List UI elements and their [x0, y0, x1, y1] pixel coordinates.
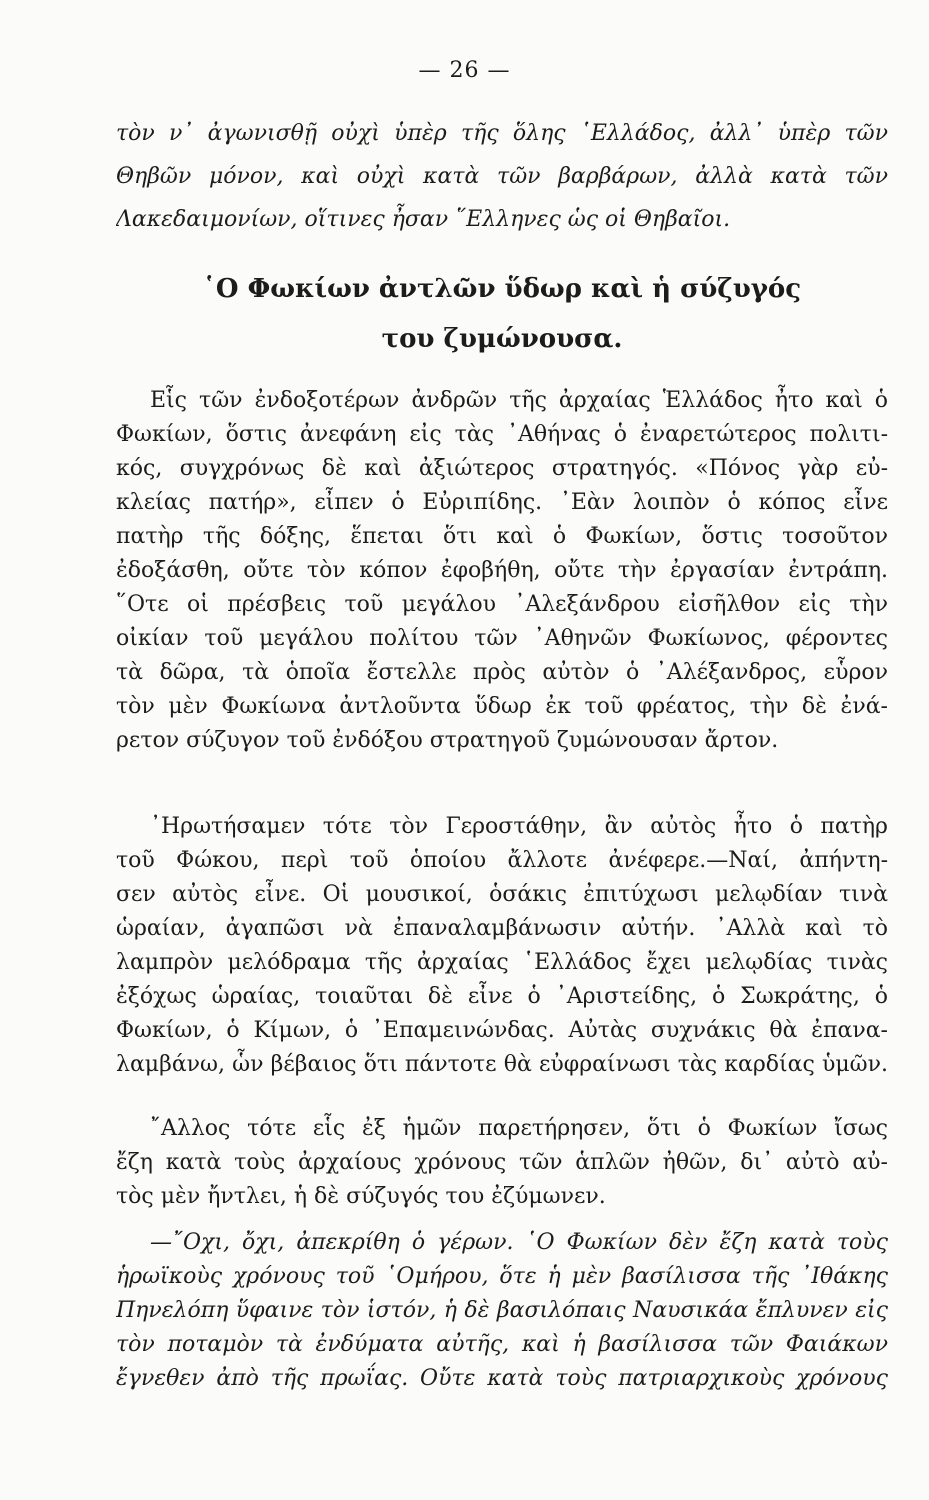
- text-line: ᾿Ηρωτήσαμεν τότε τὸν Γεροστάθην, ἂν αὐτὸς ἦτο ὁ πατὴρ: [150, 814, 888, 839]
- text-line: οἰκίαν τοῦ μεγάλου πολίτου τῶν ᾿Αθηνῶν Φωκίωνος, φέροντες: [116, 626, 888, 651]
- text-line: Θηβῶν μόνον, καὶ οὐχὶ κατὰ τῶν βαρβάρων, ἀλλὰ κατὰ τῶν: [116, 164, 888, 189]
- text-line: πατὴρ τῆς δόξης, ἕπεται ὅτι καὶ ὁ Φωκίων, ὅστις τοσοῦτον: [116, 524, 888, 549]
- text-line: Φωκίων, ὁ Κίμων, ὁ ᾿Επαμεινώνδας. Αὐτὰς συχνάκις θὰ ἐπανα-: [116, 1018, 888, 1043]
- text-line: ἐδοξάσθη, οὔτε τὸν κόπον ἐφοβήθη, οὔτε τὴν ἐργασίαν ἐντράπη.: [116, 558, 888, 583]
- text-line: Πηνελόπη ὕφαινε τὸν ἱστόν, ἡ δὲ βασιλόπαις Ναυσικάα ἔπλυνεν εἰς: [116, 1298, 888, 1323]
- text-line: Εἷς τῶν ἐνδοξοτέρων ἀνδρῶν τῆς ἀρχαίας Ἑλλάδος ἦτο καὶ ὁ: [150, 388, 888, 413]
- text-line: —῎Οχι, ὄχι, ἀπεκρίθη ὁ γέρων. ῾Ο Φωκίων δὲν ἔζη κατὰ τοὺς: [150, 1230, 888, 1255]
- intro-paragraph: [116, 112, 888, 241]
- section-heading-line-1: ῾Ο Φωκίων ἀντλῶν ὕδωρ καὶ ἡ σύζυγός: [202, 274, 802, 304]
- text-line: τὸν μὲν Φωκίωνα ἀντλοῦντα ὕδωρ ἐκ τοῦ φρέατος, τὴν δὲ ἐνά-: [116, 694, 888, 719]
- text-line: τὸν ποταμὸν τὰ ἐνδύματα αὐτῆς, καὶ ἡ βασίλισσα τῶν Φαιάκων: [116, 1332, 888, 1357]
- text-line: τοῦ Φώκου, περὶ τοῦ ὁποίου ἄλλοτε ἀνέφερε.—Ναί, ἀπήντη-: [116, 848, 888, 873]
- text-line: ἡρωϊκοὺς χρόνους τοῦ ῾Ομήρου, ὅτε ἡ μὲν βασίλισσα τῆς ᾿Ιθάκης: [116, 1264, 888, 1289]
- section-heading: [116, 264, 888, 364]
- paragraph-3: [116, 1112, 888, 1214]
- text-line: ῎Αλλος τότε εἷς ἐξ ἡμῶν παρετήρησεν, ὅτι ὁ Φωκίων ἴσως: [150, 1116, 888, 1141]
- text-line: ῞Οτε οἱ πρέσβεις τοῦ μεγάλου ᾿Αλεξάνδρου εἰσῆλθον εἰς τὴν: [116, 592, 888, 617]
- paragraph-4: [116, 1226, 888, 1396]
- text-line: ρετον σύζυγον τοῦ ἐνδόξου στρατηγοῦ ζυμώνουσαν ἄρτον.: [116, 728, 779, 753]
- text-line: ἔγνεθεν ἀπὸ τῆς πρωΐας. Οὔτε κατὰ τοὺς πατριαρχικοὺς χρόνους: [116, 1366, 888, 1391]
- page-number: — 26 —: [418, 58, 511, 83]
- text-line: ἐξόχως ὡραίας, τοιαῦται δὲ εἶνε ὁ ᾿Αριστείδης, ὁ Σωκράτης, ὁ: [116, 984, 888, 1009]
- text-line: τὸς μὲν ἤντλει, ἡ δὲ σύζυγός του ἐζύμωνεν.: [116, 1184, 606, 1209]
- text-line: κλείας πατήρ», εἶπεν ὁ Εὐριπίδης. ᾿Εὰν λοιπὸν ὁ κόπος εἶνε: [116, 490, 888, 515]
- paragraph-1: [116, 384, 888, 758]
- text-line: ἔζη κατὰ τοὺς ἀρχαίους χρόνους τῶν ἁπλῶν ἠθῶν, δι᾿ αὐτὸ αὐ-: [116, 1150, 888, 1175]
- text-line: λαμβάνω, ὧν βέβαιος ὅτι πάντοτε θὰ εὐφραίνωσι τὰς καρδίας ὑμῶν.: [116, 1052, 888, 1077]
- text-line: σεν αὐτὸς εἶνε. Οἱ μουσικοί, ὁσάκις ἐπιτύχωσι μελῳδίαν τινὰ: [116, 882, 888, 907]
- text-line: τὸν ν᾿ ἀγωνισθῇ οὐχὶ ὑπὲρ τῆς ὅλης ῾Ελλάδος, ἀλλ᾿ ὑπὲρ τῶν: [116, 121, 888, 146]
- section-heading-line-2: του ζυμώνουσα.: [381, 324, 623, 354]
- text-line: λαμπρὸν μελόδραμα τῆς ἀρχαίας ῾Ελλάδος ἔχει μελῳδίας τινὰς: [116, 950, 888, 975]
- text-line: Φωκίων, ὅστις ἀνεφάνη εἰς τὰς ᾿Αθήνας ὁ ἐναρετώτερος πολιτι-: [116, 422, 888, 447]
- text-line: τὰ δῶρα, τὰ ὁποῖα ἔστελλε πρὸς αὐτὸν ὁ ᾿Αλέξανδρος, εὗρον: [116, 660, 888, 685]
- text-line: ὡραίαν, ἀγαπῶσι νὰ ἐπαναλαμβάνωσιν αὐτήν. ᾿Αλλὰ καὶ τὸ: [116, 916, 888, 941]
- text-line: Λακεδαιμονίων, οἵτινες ἦσαν ῞Ελληνες ὡς οἱ Θηβαῖοι.: [116, 207, 731, 232]
- paragraph-2: [116, 810, 888, 1082]
- text-line: κός, συγχρόνως δὲ καὶ ἀξιώτερος στρατηγός. «Πόνος γὰρ εὐ-: [116, 456, 888, 481]
